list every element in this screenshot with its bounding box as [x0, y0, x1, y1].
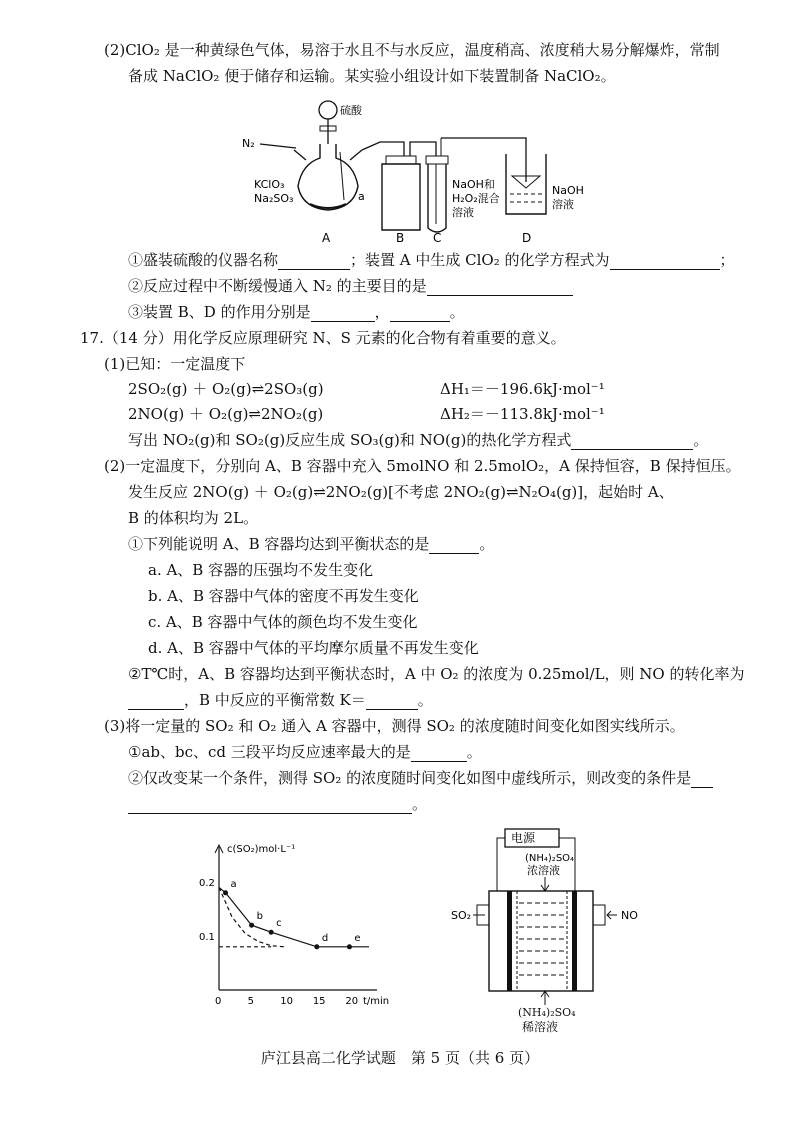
c-label-1: NaOH和 — [452, 178, 495, 191]
power-label: 电源 — [511, 831, 536, 845]
answer-blank[interactable] — [366, 693, 418, 710]
answer-blank[interactable] — [390, 305, 450, 322]
q16-part2-line2: 备成 NaClO₂ 便于储存和运输。某实验小组设计如下装置制备 NaClO₂。 — [128, 67, 616, 85]
answer-blank[interactable] — [427, 279, 573, 296]
q16-sub2: ②反应过程中不断缓慢通入 N₂ 的主要目的是 — [128, 276, 573, 296]
q17-part3-q1: ①ab、bc、cd 三段平均反应速率最大的是 。 — [128, 743, 482, 761]
answer-blank[interactable] — [128, 797, 412, 814]
data-point-a — [223, 890, 228, 895]
x-tick-label: 5 — [247, 996, 254, 1007]
reagent-na2so3: Na₂SO₃ — [254, 192, 294, 205]
bottom-solution-2: 稀溶液 — [522, 1020, 559, 1034]
d-label-1: NaOH — [552, 184, 584, 197]
label-d: D — [522, 231, 532, 245]
point-label-a: a — [230, 878, 237, 890]
enthalpy-1: ΔH₁＝－196.6kJ·mol⁻¹ — [440, 380, 605, 398]
top-solution-1: (NH₄)₂SO₄ — [525, 853, 575, 864]
apparatus-diagram — [240, 96, 600, 246]
q17-part2-line2: 发生反应 2NO(g) ＋ O₂(g)⇌2NO₂(g)[不考虑 2NO₂(g)⇌N₂O₄(g)]，起始时 A、 — [128, 483, 674, 501]
option-b: b. A、B 容器中气体的密度不再发生变化 — [148, 587, 419, 605]
c-label-2: H₂O₂混合 — [452, 192, 500, 205]
answer-blank[interactable] — [610, 253, 720, 270]
option-d: d. A、B 容器中气体的平均摩尔质量不再发生变化 — [148, 639, 479, 657]
right-gas-label: NO — [621, 909, 638, 922]
q17-part2-line1: (2)一定温度下，分别向 A、B 容器中充入 5molNO 和 2.5molO₂，A 保持恒容，B 保持恒压。 — [104, 457, 741, 475]
label-b: B — [396, 231, 405, 245]
q17-part3-q2: ②仅改变某一个条件，测得 SO₂ 的浓度随时间变化如图中虚线所示，则改变的条件是 — [128, 768, 713, 788]
q17-part3-q2-line2: 。 — [128, 794, 427, 814]
round-bottom-flask — [298, 144, 358, 210]
q17-part1-intro: (1)已知：一定温度下 — [104, 355, 246, 373]
point-label-d: d — [321, 932, 329, 944]
bottom-solution-1: (NH₄)₂SO₄ — [518, 1006, 576, 1019]
n2-label: N₂ — [242, 137, 255, 150]
answer-blank[interactable] — [311, 305, 375, 322]
point-label-c: c — [276, 918, 282, 930]
q17-part3-line1: (3)将一定量的 SO₂ 和 O₂ 通入 A 容器中，测得 SO₂ 的浓度随时间变化如图实线所示。 — [104, 717, 685, 735]
page-footer: 庐江县高二化学试题 第 5 页（共 6 页） — [260, 1049, 540, 1067]
tube-c — [428, 164, 446, 232]
top-solution-2: 浓溶液 — [527, 864, 560, 877]
answer-blank[interactable] — [128, 693, 184, 710]
data-point-b — [249, 923, 254, 928]
answer-blank[interactable] — [411, 745, 467, 762]
q17-part2-q2-line1: ②T℃时，A、B 容器均达到平衡状态时，A 中 O₂ 的浓度为 0.25mol/L，则 NO 的转化率为 — [128, 665, 745, 683]
data-point-c — [269, 930, 274, 935]
answer-blank[interactable] — [429, 537, 479, 554]
option-c: c. A、B 容器中气体的颜色均不发生变化 — [148, 613, 418, 631]
equation-2: 2NO(g) ＋ O₂(g)⇌2NO₂(g) — [128, 405, 324, 423]
electrolytic-cell-diagram — [445, 825, 665, 1015]
y-axis-label: c(SO₂)mol·L⁻¹ — [227, 844, 296, 855]
x-tick-label: 20 — [345, 996, 359, 1007]
x-tick-label: 10 — [280, 996, 293, 1007]
bottle-b — [382, 164, 420, 230]
y-tick-label: 0.1 — [199, 932, 215, 943]
d-label-2: 溶液 — [552, 198, 574, 211]
q17-part1-ask: 写出 NO₂(g)和 SO₂(g)反应生成 SO₃(g)和 NO(g)的热化学方程式 。 — [128, 431, 709, 449]
answer-blank[interactable] — [571, 433, 693, 450]
answer-blank[interactable] — [691, 771, 713, 788]
tube-a-label: a — [358, 190, 365, 203]
label-a: A — [322, 231, 331, 245]
label-c: C — [433, 231, 442, 245]
left-membrane — [507, 891, 512, 991]
cell-body — [489, 891, 593, 991]
enthalpy-2: ΔH₂＝－113.8kJ·mol⁻¹ — [440, 405, 605, 423]
q16-sub1: ①盛装硫酸的仪器名称 ；装置 A 中生成 ClO₂ 的化学方程式为 ； — [128, 251, 735, 269]
point-label-e: e — [354, 932, 361, 944]
equation-1: 2SO₂(g) ＋ O₂(g)⇌2SO₃(g) — [128, 380, 324, 398]
data-point-d — [314, 944, 319, 949]
q16-part2-line1: (2)ClO₂ 是一种黄绿色气体，易溶于水且不与水反应，温度稍高、浓度稍大易分解爆炸，常制 — [104, 41, 720, 59]
q16-sub3: ③装置 B、D 的作用分别是 ， 。 — [128, 303, 465, 321]
right-membrane — [572, 891, 577, 991]
funnel-bulb — [319, 101, 337, 119]
y-tick-label: 0.2 — [199, 878, 215, 889]
x-axis-label: t/min — [363, 996, 390, 1007]
x-tick-label: 0 — [215, 996, 222, 1007]
series-solid — [219, 887, 369, 946]
c-label-3: 溶液 — [452, 206, 474, 219]
option-a: a. A、B 容器的压强均不发生变化 — [148, 561, 374, 579]
answer-blank[interactable] — [278, 253, 350, 270]
reagent-kclo3: KClO₃ — [254, 178, 285, 191]
left-gas-label: SO₂ — [451, 909, 472, 922]
data-point-e — [347, 944, 352, 949]
q17-part2-line3: B 的体积均为 2L。 — [128, 509, 259, 527]
point-label-b: b — [256, 911, 263, 923]
q17-part2-q1: ①下列能说明 A、B 容器均达到平衡状态的是 。 — [128, 535, 495, 553]
so2-concentration-chart — [195, 840, 395, 1010]
acid-label: 硫酸 — [340, 104, 362, 117]
q17-heading: 17.（14 分）用化学反应原理研究 N、S 元素的化合物有着重要的意义。 — [80, 329, 566, 347]
x-tick-label: 15 — [312, 996, 326, 1007]
q17-part2-q2-line2: ，B 中反应的平衡常数 K＝ 。 — [128, 690, 433, 710]
